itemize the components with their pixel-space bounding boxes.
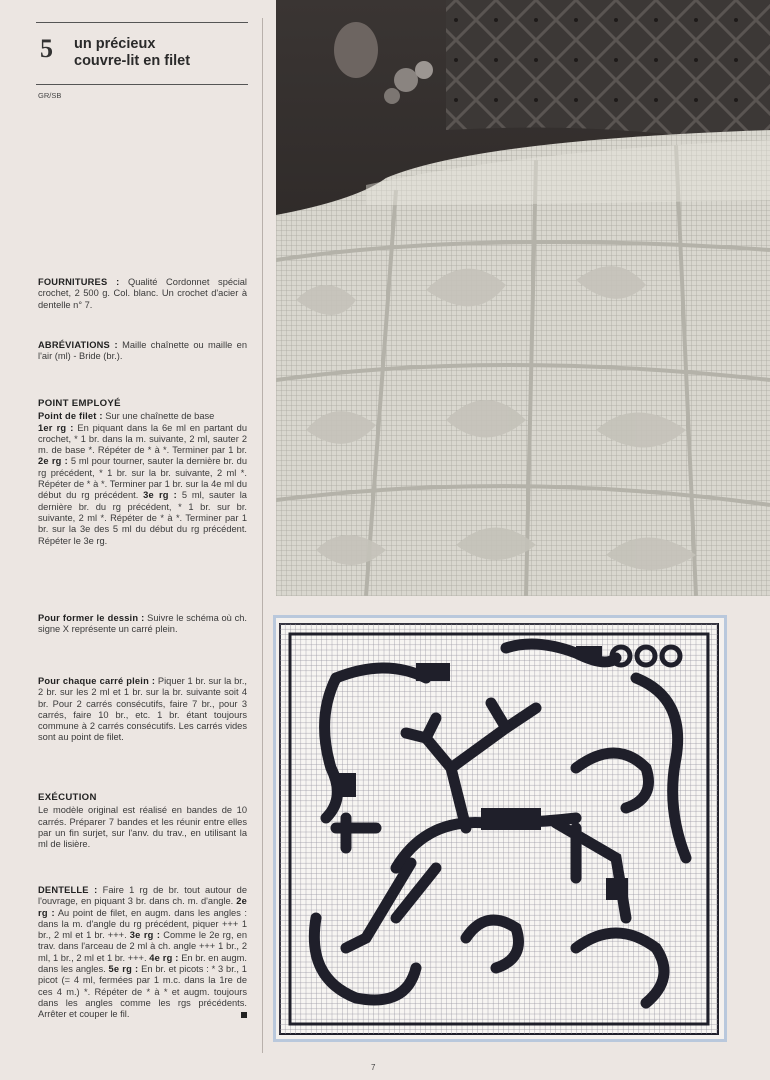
bedspread-photo [276,0,770,596]
carre-section: Pour chaque carré plein : Piquer 1 br. sur la br., 2 br. sur les 2 ml et 1 br. sur la br. suivante soit 4 br. Pour 2 carrés consécutifs, faire 7 br., pour 3 carrés, faire 10 br., etc. 1 br. étant toujours commune à 2 carrés consécutifs. Les carrés vides sont au point de filet. [38,676,247,743]
top-rule [36,22,248,23]
pattern-title: un précieux couvre-lit en filet [74,36,191,69]
filet-grid-chart [276,618,724,1039]
header-rule [36,84,248,85]
dessin-section: Pour former le dessin : Suivre le schéma où ch. signe X représente un carré plein. [38,613,247,635]
pattern-code: GR/SB [38,91,62,100]
execution-section: EXÉCUTION Le modèle original est réalisé en bandes de 10 carrés. Préparer 7 bandes et les réunir entre elles par un fin surjet, sur l'anv. du trav., en utilisant la ml de lisière. [38,792,247,850]
filet-diagram [273,615,727,1042]
end-mark [241,1012,247,1018]
bedspread-photo-image [276,0,770,596]
point-heading: POINT EMPLOYÉ [38,398,121,409]
point-section: POINT EMPLOYÉ Point de filet : Sur une chaînette de base 1er rg : En piquant dans la 6e ml en partant du crochet, * 1 br. dans la m. suivante, 2 ml, sauter 2 m. de base *. Répéter de * à *. Terminer par 1 br. 2e rg : 5 ml pour tourner, sauter la dernière br. du rg précédent, * 1 br. sur la br. suivante, 2 ml *. Répéter de * à *. Terminer par 1 br. sur la 4e ml du début du rg précédent. 3e rg : 5 ml, sauter la dernière br. du rg précédent, * 1 br. sur br. suivante, 2 ml *. Répéter de * à *. Terminer par 1 br. sur la 3e des 5 ml du début du rg précédent. Répéter le 3e rg. [38,398,247,546]
execution-heading: EXÉCUTION [38,792,97,803]
abreviations-section: ABRÉVIATIONS : Maille chaînette ou maille en l'air (ml) - Bride (br.). [38,340,247,362]
dentelle-section: DENTELLE : Faire 1 rg de br. tout autour de l'ouvrage, en piquant 3 br. dans ch. m. d'angle. 2e rg : Au point de filet, en augm. dans les angles : dans la m. d'angle du rg précédent, piquer +++ 1 br., 2 ml et 1 br. +++. 3e rg : Comme le 2e rg, en trav. dans l'arceau de 2 ml à ch. angle +++ 1 br., 2 ml, 1 br., 2 ml et 1 br. +++. 4e rg : En br. en augm. dans les angles. 5e rg : En br. et picots : * 3 br., 1 picot (= 4 ml, fermées par 1 m.c. dans la 1re de ces 4 m.) *. Répéter de * à * et augm. toujours dans les angles comme les rgs précédents. Arrêter et couper le fil. [38,885,247,1020]
column-divider [262,18,263,1053]
fournitures-section: FOURNITURES : Qualité Cordonnet spécial crochet, 2 500 g. Col. blanc. Un crochet d'acier à dentelle n° 7. [38,277,247,310]
instructions-column [36,0,248,1080]
page-number: 7 [371,1063,376,1072]
pattern-number: 5 [40,34,53,63]
pattern-header [38,32,248,76]
